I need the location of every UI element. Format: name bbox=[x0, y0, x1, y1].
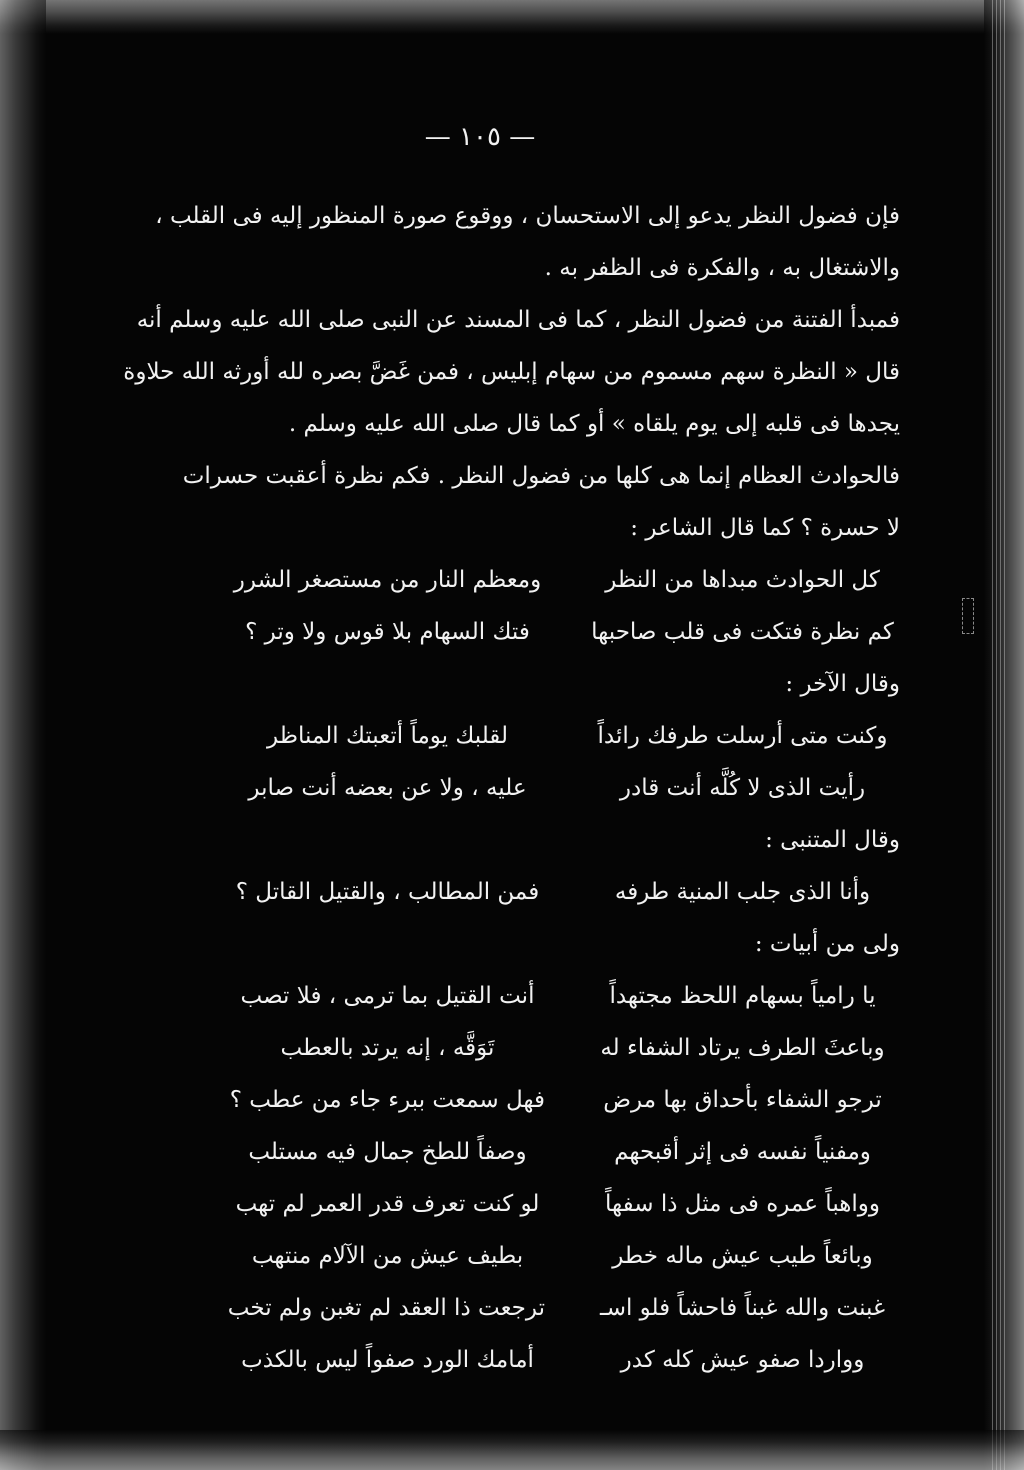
prose-line: والاشتغال به ، والفكرة فى الظفر به . bbox=[544, 255, 900, 281]
first-hemistich: وأنا الذى جلب المنية طرفه bbox=[614, 879, 871, 905]
couplet bbox=[230, 606, 900, 658]
first-hemistich: وباعثَ الطرف يرتاد الشفاء له bbox=[600, 1035, 885, 1061]
second-hemistich: أمامك الورد صفواً ليس بالكذب bbox=[241, 1347, 534, 1373]
prose-line: فإن فضول النظر يدعو إلى الاستحسان ، ووقوع صورة المنظور إليه فى القلب ، bbox=[155, 203, 900, 229]
couplet bbox=[230, 866, 900, 918]
couplet bbox=[230, 762, 900, 814]
second-hemistich: أنت القتيل بما ترمى ، فلا تصب bbox=[240, 983, 535, 1009]
first-hemistich: ترجو الشفاء بأحداق بها مرض bbox=[603, 1087, 882, 1113]
poem-intro: ولى من أبيات : bbox=[754, 931, 900, 957]
second-hemistich: فهل سمعت ببرء جاء من عطب ؟ bbox=[229, 1087, 545, 1113]
prose-paragraphs bbox=[123, 190, 900, 554]
second-hemistich: تَوَقَّه ، إنه يرتد بالعطب bbox=[280, 1035, 495, 1061]
second-hemistich: ومعظم النار من مستصغر الشرر bbox=[233, 567, 542, 593]
second-hemistich: لقلبك يوماً أتعبتك المناظر bbox=[267, 723, 508, 749]
second-hemistich: ترجعت ذا العقد لم تغبن ولم تخب bbox=[227, 1295, 545, 1321]
prose-line: فمبدأ الفتنة من فضول النظر ، كما فى المسند عن النبى صلى الله عليه وسلم أنه bbox=[136, 307, 900, 333]
scan-edge-left bbox=[0, 0, 46, 1470]
first-hemistich: رأيت الذى لا كُلَّه أنت قادر bbox=[619, 775, 866, 801]
first-hemistich: يا رامياً بسهام اللحظ مجتهداً bbox=[609, 983, 876, 1009]
couplet bbox=[230, 1334, 900, 1386]
couplet bbox=[230, 1022, 900, 1074]
couplet bbox=[230, 1230, 900, 1282]
couplet bbox=[230, 1074, 900, 1126]
scan-selection-mark bbox=[962, 598, 974, 634]
prose-line: فالحوادث العظام إنما هى كلها من فضول النظر . فكم نظرة أعقبت حسرات bbox=[182, 463, 900, 489]
second-hemistich: بطيف عيش من الآلام منتهب bbox=[251, 1243, 524, 1269]
second-hemistich: لو كنت تعرف قدر العمر لم تهب bbox=[235, 1191, 540, 1217]
scan-edge-right-lines bbox=[992, 0, 1006, 1470]
first-hemistich: وواهباً عمره فى مثل ذا سفهاً bbox=[605, 1191, 880, 1217]
scan-edge-bottom bbox=[0, 1430, 1024, 1470]
first-hemistich: كم نظرة فتكت فى قلب صاحبها bbox=[591, 619, 894, 645]
couplet bbox=[230, 554, 900, 606]
book-page bbox=[60, 110, 980, 1410]
couplet bbox=[227, 1282, 900, 1334]
page-number: — ١٠٥ — bbox=[424, 122, 536, 152]
first-hemistich: كل الحوادث مبداها من النظر bbox=[605, 567, 880, 593]
second-hemistich: فتك السهام بلا قوس ولا وتر ؟ bbox=[245, 619, 530, 645]
poem-intro: وقال الآخر : bbox=[785, 671, 900, 697]
poem-intro: وقال المتنبى : bbox=[765, 827, 900, 853]
second-hemistich: عليه ، ولا عن بعضه أنت صابر bbox=[248, 775, 527, 801]
first-hemistich: وكنت متى أرسلت طرفك رائداً bbox=[597, 723, 888, 749]
scan-edge-top bbox=[0, 0, 1024, 34]
second-hemistich: فمن المطالب ، والقتيل القاتل ؟ bbox=[235, 879, 540, 905]
poetry-section bbox=[227, 554, 900, 1386]
couplet bbox=[230, 970, 900, 1022]
first-hemistich: ومفنياً نفسه فى إثر أقبحهم bbox=[614, 1139, 871, 1165]
first-hemistich: وواردا صفو عيش كله كدر bbox=[620, 1347, 865, 1373]
couplet bbox=[230, 1178, 900, 1230]
prose-line: لا حسرة ؟ كما قال الشاعر : bbox=[630, 515, 900, 541]
prose-line: يجدها فى قلبه إلى يوم يلقاه » أو كما قال صلى الله عليه وسلم . bbox=[288, 411, 900, 437]
first-hemistich: وبائعاً طيب عيش ماله خطر bbox=[612, 1243, 873, 1269]
couplet bbox=[230, 1126, 900, 1178]
couplet bbox=[230, 710, 900, 762]
first-hemistich: غبنت والله غبناً فاحشاً فلو اسـ bbox=[599, 1295, 886, 1321]
prose-line: قال « النظرة سهم مسموم من سهام إبليس ، فمن غَضَّ بصره لله أورثه الله حلاوة bbox=[123, 359, 900, 385]
second-hemistich: وصفاً للطخ جمال فيه مستلب bbox=[248, 1139, 527, 1165]
